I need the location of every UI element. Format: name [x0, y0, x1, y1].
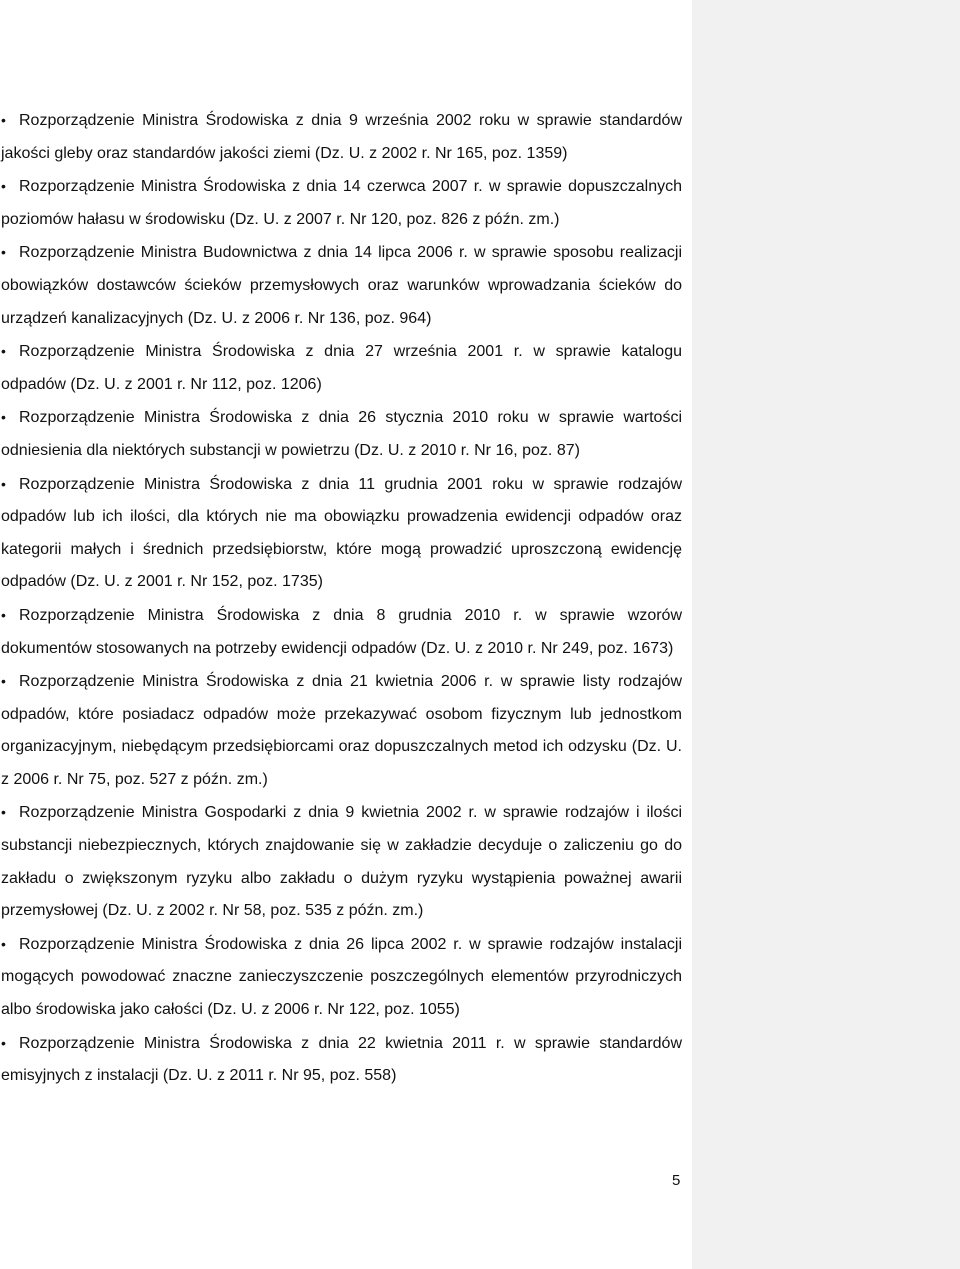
list-item-text: Rozporządzenie Ministra Gospodarki z dnia 9 kwietnia 2002 r. w sprawie rodzajów i ilości substancji niebezpiecznych, których znajdowanie się w zakładzie decyduje o zaliczeniu go do zakładu o zwiększonym ryzyku albo zakładu o dużym ryzyku wystąpienia poważnej awarii przemysłowej (Dz. U. z 2002 r. Nr 58, poz. 535 z późn. zm.): [1, 804, 682, 920]
bullet-icon: •: [1, 112, 6, 128]
bullet-icon: •: [1, 1034, 6, 1051]
list-item: [1, 1027, 682, 1093]
bullet-icon: •: [1, 409, 6, 426]
list-item-text: Rozporządzenie Ministra Środowiska z dnia 21 kwietnia 2006 r. w sprawie listy rodzajów odpadów, które posiadacz odpadów może przekazywać osobom fizycznym lub jednostkom organizacyjnym, niebędącym przedsiębiorcami oraz dopuszczalnych metod ich odzysku (Dz. U. z 2006 r. Nr 75, poz. 527 z późn. zm.): [1, 673, 682, 788]
bullet-icon: •: [1, 804, 6, 821]
list-item: [1, 236, 682, 335]
list-item: [1, 928, 682, 1027]
bullet-icon: •: [1, 343, 6, 360]
list-item-text: Rozporządzenie Ministra Środowiska z dnia 26 lipca 2002 r. w sprawie rodzajów instalacji mogących powodować znaczne zanieczyszczenie poszczególnych elementów przyrodniczych albo środowiska jako całości (Dz. U. z 2006 r. Nr 122, poz. 1055): [1, 935, 682, 1019]
bullet-icon: •: [1, 244, 6, 261]
list-item-text: Rozporządzenie Ministra Środowiska z dnia 14 czerwca 2007 r. w sprawie dopuszczalnych poziomów hałasu w środowisku (Dz. U. z 2007 r. Nr 120, poz. 826 z późn. zm.): [1, 178, 682, 228]
list-item: [1, 665, 682, 796]
list-item-text: Rozporządzenie Ministra Środowiska z dnia 26 stycznia 2010 roku w sprawie wartości odniesienia dla niektórych substancji w powietrzu (Dz. U. z 2010 r. Nr 16, poz. 87): [1, 409, 682, 459]
list-item: [1, 599, 682, 665]
page-number: 5: [672, 1172, 681, 1189]
list-item-text: Rozporządzenie Ministra Środowiska z dnia 27 września 2001 r. w sprawie katalogu odpadów (Dz. U. z 2001 r. Nr 112, poz. 1206): [1, 343, 682, 393]
list-item: [1, 796, 682, 927]
list-item: [1, 335, 682, 401]
list-item: [1, 104, 682, 170]
bullet-icon: •: [1, 475, 6, 492]
list-item-text: Rozporządzenie Ministra Środowiska z dnia 11 grudnia 2001 roku w sprawie rodzajów odpadów lub ich ilości, dla których nie ma obowiązku prowadzenia ewidencji odpadów oraz kategorii małych i średnich przedsiębiorstw, które mogą prowadzić uproszczoną ewidencję odpadów (Dz. U. z 2001 r. Nr 152, poz. 1735): [1, 475, 682, 591]
list-item: [1, 468, 682, 599]
list-item-text: Rozporządzenie Ministra Środowiska z dnia 9 września 2002 roku w sprawie standardów jakości gleby oraz standardów jakości ziemi (Dz. U. z 2002 r. Nr 165, poz. 1359): [1, 112, 682, 162]
list-item: [1, 170, 682, 236]
list-item: [1, 401, 682, 467]
bullet-icon: •: [1, 178, 6, 195]
list-item-text: Rozporządzenie Ministra Budownictwa z dnia 14 lipca 2006 r. w sprawie sposobu realizacji obowiązków dostawców ścieków przemysłowych oraz warunków wprowadzania ścieków do urządzeń kanalizacyjnych (Dz. U. z 2006 r. Nr 136, poz. 964): [1, 244, 682, 327]
bullet-icon: •: [1, 606, 6, 623]
comment-margin-pane: [692, 0, 960, 1269]
bullet-icon: •: [1, 673, 6, 690]
bullet-icon: •: [1, 935, 6, 952]
list-item-text: Rozporządzenie Ministra Środowiska z dnia 22 kwietnia 2011 r. w sprawie standardów emisyjnych z instalacji (Dz. U. z 2011 r. Nr 95, poz. 558): [1, 1034, 682, 1085]
list-item-text: Rozporządzenie Ministra Środowiska z dnia 8 grudnia 2010 r. w sprawie wzorów dokumentów stosowanych na potrzeby ewidencji odpadów (Dz. U. z 2010 r. Nr 249, poz. 1673): [1, 606, 682, 657]
regulation-list: [1, 104, 682, 1093]
